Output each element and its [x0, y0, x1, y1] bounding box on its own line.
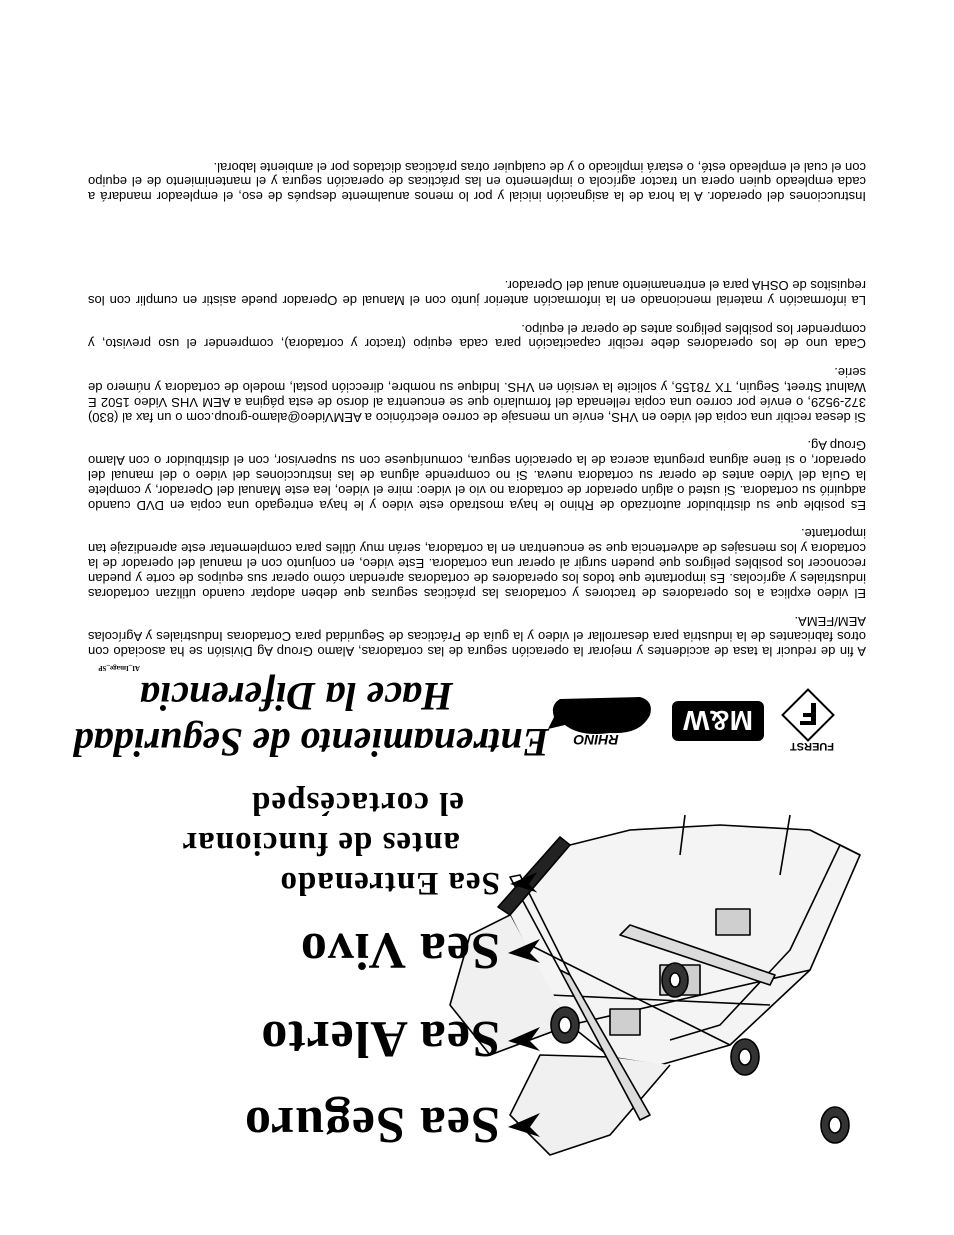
mw-logo [672, 701, 764, 741]
brand-logos-art [540, 687, 840, 755]
paragraph-dealer: Es posible que su distribuidor autorizado de Rhino le haya mostrado este video y le haya entregado una copia en DVD cuando adquirió su cortadora. Si usted o algún operador de cortadora no vio el video: mire el video, lea este Manual del Operador, y complete la Guía del Video antes de operar su cortadora nueva. Si no comprende alguna de las instrucciones del video o del manual del operador, o si tiene alguna pregunta acerca de la operación segura, comuníquese con su supervisor, con el distribuidor o con Alamo Group Ag. [88, 438, 866, 513]
checkmark-arrow-icon [500, 1107, 544, 1157]
paragraph-instructions: Instrucciones del operador. A la hora de la asignación inicial y por lo menos anualmente después de eso, el empleador mandará a cada empleado quien opera un tractor agrícola o implemento en las prácticas de operación segura y el mantenimiento de el equipo con el cual el empleado esté, o estará implicado o y de cualquier otras prácticas dictados por el ambiente laboral. [88, 159, 866, 205]
checkmark-arrow-icon [500, 867, 544, 903]
slogan-be-alert [84, 1005, 544, 1071]
paragraph-intro: A fin de reducir la tasa de accidentes y mejorar la operación segura de las cortadoras, Alamo Group Ag División se ha asociado con otros fabricantes de la industria para desarrollar el video y la guía de Prácticas de Seguridad para Cortadoras Industriales y Agrícolas AEM/FEMA. [88, 614, 866, 659]
image-tag: AI_Image_SP [98, 664, 140, 672]
paragraph-operator-training: Cada uno de los operadores debe recibir capacitación para cada equipo (tractor y cortadora), comprender el uso previsto, y comprender los posibles peligros antes de operar el equipo. [88, 321, 866, 352]
svg-text:FUERST: FUERST [790, 740, 834, 752]
paragraph-osha: La información y material mencionado en la información anterior junto con el Manual de Operador puede asistir en cumplir con los requisitos de OSHA para el entrenamiento anual del Operador. [88, 278, 866, 308]
slogan-text: antes de funcionar [181, 825, 460, 861]
slogan-text: Sea Alerto [260, 1010, 500, 1067]
body-text [88, 159, 866, 658]
slogan-text: Sea Entrenado [279, 865, 500, 901]
heading-line-2: Hace la Diferencia [139, 674, 453, 719]
training-heading [73, 673, 549, 765]
paragraph-video: El video explica a los operadores de tractores y cortadoras las prácticas seguras que deben adoptar cuando utilizan cortadoras industriales y agrícolas. Es importante que todos los operadores de cortadoras aprendan cómo operar sus equipos de corte y puedan reconocer los posibles peligros que pueden surgir al operar una cortadora. Este video, en conjunto con el manual del operador de la cortadora y los mensajes de advertencia que se encuentran en la cortadora, serán muy útiles para complementar este aprendizaje tan importante. [88, 526, 866, 601]
svg-text:RHINO: RHINO [573, 732, 619, 748]
fuerst-logo [783, 690, 834, 752]
checkmark-arrow-icon [500, 933, 544, 983]
slogan-be-safe [84, 1091, 544, 1157]
checkmark-arrow-icon [500, 1021, 544, 1071]
rhino-logo [548, 697, 651, 748]
svg-text:M&W: M&W [683, 705, 753, 736]
slogan-text: el cortacésped [251, 785, 464, 821]
safety-slogans [84, 783, 544, 1157]
paragraph-vhs-request: Si desea recibir una copia del video en VHS, envíe un mensaje de correo electrónico a AEMVideo@alamo-group.com o un fax al (830) 372-9529, o envíe por correo una copia rellenada del formulario que se encuentra al dorso de esta página a AEM VHS Video 1502 E Walnut Street, Seguin, TX 78155, y solicite la versión en VHS. Indique su nombre, dirección postal, modelo de cortadora y número de serie. [88, 365, 866, 425]
heading-line-1: Entrenamiento de Seguridad [73, 720, 549, 765]
slogan-text: Sea Seguro [243, 1096, 500, 1153]
brand-logos [540, 687, 840, 755]
slogan-text: Sea Vivo [299, 922, 500, 979]
slogan-be-alive [84, 917, 544, 983]
slogan-be-trained [84, 783, 544, 903]
